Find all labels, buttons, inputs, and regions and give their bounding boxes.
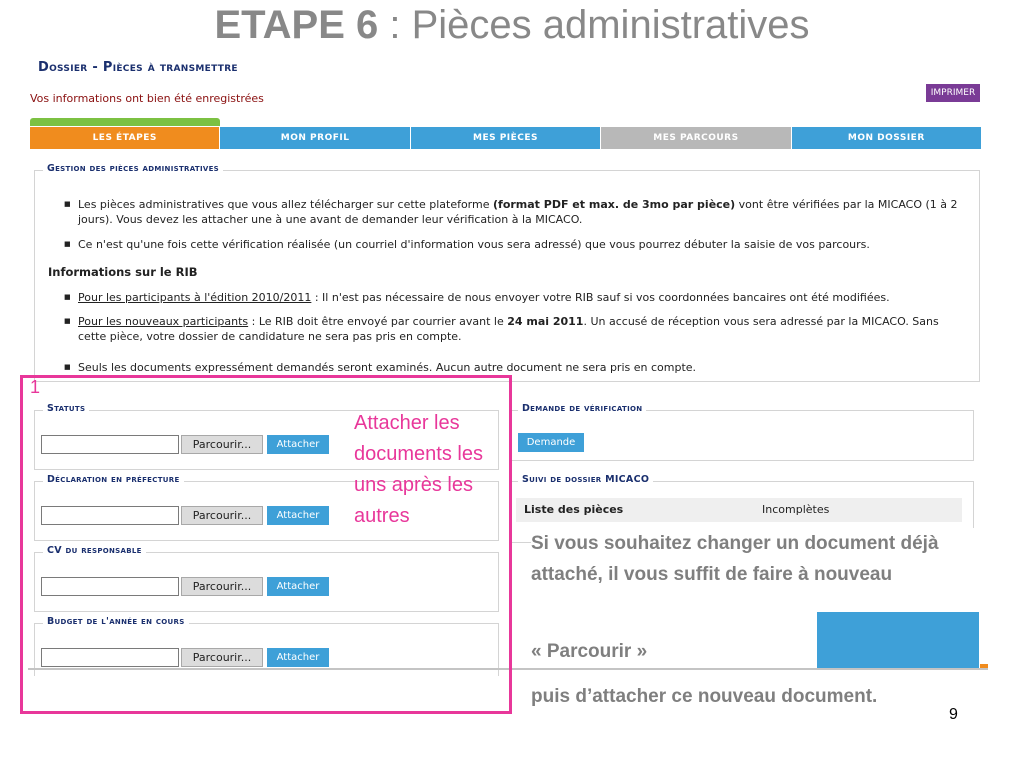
parcourir-note: « Parcourir » (531, 636, 791, 667)
bullet-format-line2: jours). Vous devez les attacher une à une avant de demander leur vérification à la MICACO. (78, 213, 583, 226)
change-document-note: Si vous souhaitez changer un document déjà attaché, il vous suffit de faire à nouveau (531, 528, 981, 590)
bullet-format-bold: (format PDF et max. de 3mo par pièce) (493, 198, 736, 211)
bullet-verification: ■ Ce n'est qu'une fois cette vérification réalisée (un courriel d'information vous sera adressé) que vous pourrez débuter la saisie de vos parcours. (78, 237, 978, 252)
rib-nouveaux-text-a: : Le RIB doit être envoyé par courrier avant le (248, 315, 508, 328)
page-header: Dossier - Pièces à transmettre (38, 60, 238, 75)
cv-attach-button[interactable]: Attacher (267, 577, 329, 596)
rib-nouveaux-link: Pour les nouveaux participants (78, 315, 249, 328)
tab-mon-profil[interactable]: MON PROFIL (220, 127, 410, 149)
attach-instruction: Attacher les documents les uns après les autres (354, 412, 483, 527)
cv-browse-button[interactable]: Parcourir... (181, 577, 263, 596)
rib-deadline: 24 mai 2011 (507, 315, 584, 328)
slide-title (0, 2, 1024, 48)
slide-title-text: : Pièces administratives (378, 3, 810, 47)
bullet-rib-anciens (78, 290, 978, 305)
bullet-rib-nouveaux (78, 314, 978, 344)
tab-mon-dossier[interactable]: MON DOSSIER (792, 127, 981, 149)
upload-declaration-legend: Déclaration en préfecture (43, 474, 184, 485)
main-tabs (30, 127, 981, 149)
suivi-value: Incomplètes (762, 503, 830, 516)
page-number: 9 (949, 706, 958, 723)
print-button[interactable]: IMPRIMER (926, 84, 980, 102)
tab-mes-parcours[interactable]: MES PARCOURS (601, 127, 791, 149)
tab-les-etapes[interactable]: LES ÉTAPES (30, 127, 220, 149)
bullet-format-text-c: vont être vérifiées par la MICACO (1 à 2 (735, 198, 958, 211)
suivi-legend: Suivi de dossier MICACO (518, 474, 653, 485)
bullet-documents: ■ Seuls les documents expressément demandés seront examinés. Aucun autre document ne sera pris en compte. (78, 360, 978, 375)
gestion-pieces-legend: Gestion des pièces administratives (43, 163, 223, 174)
verification-section (509, 403, 974, 461)
declaration-attach-button[interactable]: Attacher (267, 506, 329, 525)
upload-statuts-legend: Statuts (43, 403, 89, 414)
verification-legend: Demande de vérification (518, 403, 646, 414)
declaration-browse-button[interactable]: Parcourir... (181, 506, 263, 525)
upload-cv-legend: CV du responsable (43, 545, 146, 556)
statuts-browse-button[interactable]: Parcourir... (181, 435, 263, 454)
blue-panel (817, 612, 979, 668)
rib-anciens-link: Pour les participants à l'édition 2010/2011 (78, 291, 312, 304)
bullet-format (78, 197, 978, 227)
gestion-pieces-section (34, 163, 980, 382)
tab-mes-pieces[interactable]: MES PIÈCES (411, 127, 601, 149)
rib-heading: Informations sur le RIB (48, 265, 198, 279)
upload-budget-legend: Budget de l'année en cours (43, 616, 189, 627)
bullet-format-text-a: Les pièces administratives que vous allez télécharger sur cette plateforme (78, 198, 493, 211)
suivi-row (516, 498, 962, 522)
active-tab-indicator (30, 118, 220, 126)
saved-message: Vos informations ont bien été enregistrées (30, 92, 264, 105)
budget-attach-button[interactable]: Attacher (267, 648, 329, 667)
annotation-number: 1 (30, 377, 41, 397)
suivi-label: Liste des pièces (524, 503, 624, 516)
attach-new-note: puis d’attacher ce nouveau document. (531, 686, 878, 707)
slide-title-step: ETAPE 6 (214, 3, 379, 47)
statuts-attach-button[interactable]: Attacher (267, 435, 329, 454)
budget-browse-button[interactable]: Parcourir... (181, 648, 263, 667)
rib-nouveaux-text-b: . Un accusé de réception vous sera adressé par la MICACO. Sans (583, 315, 939, 328)
rib-anciens-text: : Il n'est pas nécessaire de nous envoyer votre RIB sauf si vos coordonnées bancaires ont été modifiées. (311, 291, 890, 304)
demande-button[interactable]: Demande (518, 433, 584, 452)
rib-nouveaux-line2: cette pièce, votre dossier de candidature ne sera pas pris en compte. (78, 330, 462, 343)
